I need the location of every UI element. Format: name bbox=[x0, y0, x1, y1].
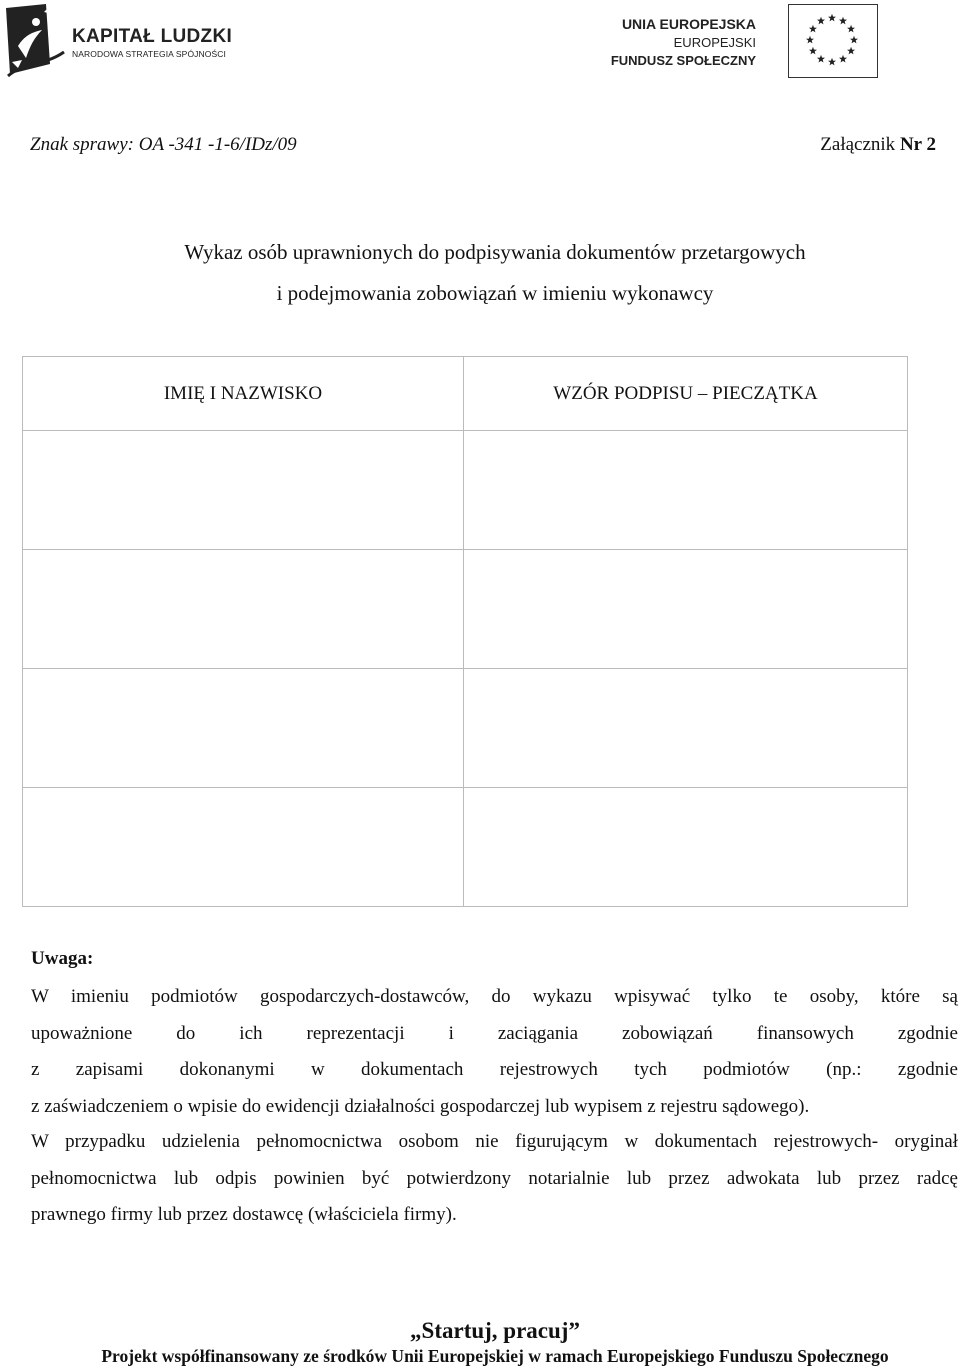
eu-star-icon bbox=[806, 36, 814, 44]
signature-cell[interactable] bbox=[464, 669, 908, 788]
table-header-row bbox=[23, 357, 908, 431]
eu-logo-line1: UNIA EUROPEJSKA bbox=[621, 16, 756, 32]
eu-logo-line2: EUROPEJSKI bbox=[673, 35, 756, 50]
name-cell[interactable] bbox=[23, 431, 464, 550]
document-title-line2: i podejmowania zobowiązań w imieniu wykonawcy bbox=[276, 281, 714, 305]
kapital-ludzki-subtitle: NARODOWA STRATEGIA SPÓJNOŚCI bbox=[72, 49, 226, 59]
eu-star-icon bbox=[828, 14, 836, 22]
note-line: upoważnione do ich reprezentacji i zaciągania zobowiązań finansowych zgodnie bbox=[31, 1022, 958, 1044]
eu-star-icon bbox=[847, 47, 855, 55]
name-cell[interactable] bbox=[23, 669, 464, 788]
eu-star-icon bbox=[817, 17, 825, 25]
case-reference: Znak sprawy: OA -341 -1-6/IDz/09 bbox=[30, 134, 297, 155]
table-row bbox=[23, 431, 908, 550]
column-header-signature: WZÓR PODPISU – PIECZĄTKA bbox=[464, 357, 908, 431]
note-line: z zaświadczeniem o wpisie do ewidencji działalności gospodarczej lub wypisem z rejestru sądowego). bbox=[31, 1095, 810, 1117]
eu-logo bbox=[608, 4, 878, 78]
signature-cell[interactable] bbox=[464, 431, 908, 550]
note-line: pełnomocnictwa lub odpis powinien być potwierdzony notarialnie lub przez adwokata lub przez radcę bbox=[31, 1167, 958, 1189]
signature-cell[interactable] bbox=[464, 788, 908, 907]
eu-star-icon bbox=[839, 55, 847, 63]
attachment-label: Załącznik bbox=[820, 134, 896, 155]
eu-star-icon bbox=[839, 17, 847, 25]
signatories-table bbox=[22, 356, 908, 907]
note-line: prawnego firmy lub przez dostawcę (właściciela firmy). bbox=[31, 1204, 457, 1225]
note-paragraph-2 bbox=[31, 1124, 958, 1234]
note-line: z zapisami dokonanymi w dokumentach rejestrowych tych podmiotów (np.: zgodnie bbox=[31, 1059, 958, 1080]
eu-star-icon bbox=[828, 58, 836, 66]
eu-star-icon bbox=[847, 25, 855, 33]
footer-slogan: „Startuj, pracuj” bbox=[410, 1318, 580, 1343]
footer-text: Projekt współfinansowany ze środków Unii Europejskiej w ramach Europejskiego Funduszu Społecznego bbox=[101, 1346, 889, 1366]
attachment-number bbox=[820, 134, 936, 156]
document-title-line1: Wykaz osób uprawnionych do podpisywania dokumentów przetargowych bbox=[184, 240, 806, 264]
note-line: W przypadku udzielenia pełnomocnictwa osobom nie figurującym w dokumentach rejestrowych- oryginał bbox=[31, 1131, 958, 1152]
name-cell[interactable] bbox=[23, 788, 464, 907]
eu-star-icon bbox=[850, 36, 858, 44]
name-cell[interactable] bbox=[23, 550, 464, 669]
eu-star-icon bbox=[809, 25, 817, 33]
eu-star-icon bbox=[817, 55, 825, 63]
signature-cell[interactable] bbox=[464, 550, 908, 669]
eu-flag-icon bbox=[788, 4, 878, 78]
note-paragraph-1 bbox=[31, 979, 958, 1125]
table-row bbox=[23, 669, 908, 788]
kapital-ludzki-logo bbox=[4, 2, 244, 78]
table-row bbox=[23, 550, 908, 669]
note-heading: Uwaga: bbox=[31, 948, 94, 969]
eu-star-icon bbox=[809, 47, 817, 55]
table-row bbox=[23, 788, 908, 907]
column-header-name: IMIĘ I NAZWISKO bbox=[23, 357, 464, 431]
kapital-ludzki-emblem-icon bbox=[4, 2, 68, 78]
kapital-ludzki-title: KAPITAŁ LUDZKI bbox=[72, 26, 233, 47]
eu-logo-line3: FUNDUSZ SPOŁECZNY bbox=[610, 53, 756, 68]
attachment-nr: Nr 2 bbox=[899, 134, 936, 155]
note-line: W imieniu podmiotów gospodarczych-dostawców, do wykazu wpisywać tylko te osoby, które są bbox=[31, 986, 958, 1007]
